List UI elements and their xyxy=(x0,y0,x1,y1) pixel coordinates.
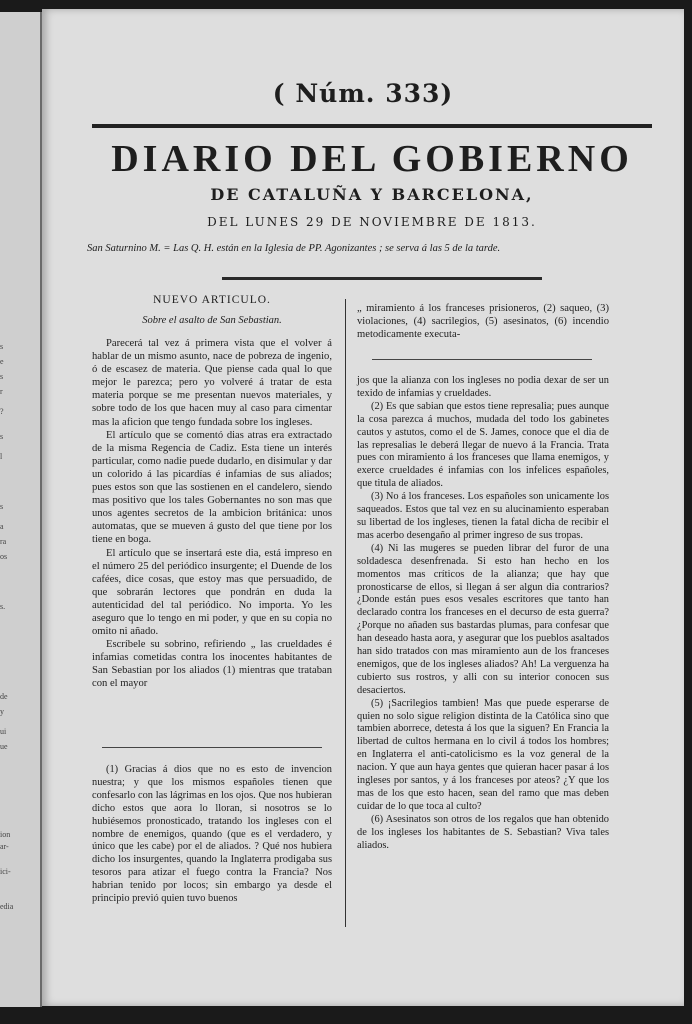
left-page-fragment: s xyxy=(0,502,4,511)
newspaper-title: DIARIO DEL GOBIERNO xyxy=(111,138,633,180)
left-page-fragment: edia xyxy=(0,902,14,911)
paragraph: Parecerá tal vez á primera vista que el volver á hablar de un mismo asunto, nace de pobreza de ingenio, ó de escasez de materia. Que piense cada qual lo que mejor le parezca; pero yo volveré á tratar de esta materia porque se me presentan nuevos materiales, y sobre todo de los que hacen muy al caso para cimentar mas la aficion que tengo fundada sobre los ingleses. xyxy=(92,338,332,428)
header-rule xyxy=(92,124,652,128)
issue-number: ( Núm. 333) xyxy=(272,79,454,108)
left-page-fragment: r xyxy=(0,387,3,396)
paragraph: Escríbele su sobrino, refiriendo „ las crueldades é infamias cometidas contra los inocentes habitantes de San Sebastian por los aliados (1) mientras que trataban con el mayor xyxy=(92,639,332,690)
footnote: jos que la alianza con los ingleses no podia dexar de ser un texido de infamias y crueldades. xyxy=(357,375,609,399)
footnote-rule xyxy=(102,747,322,748)
left-page-fragment: ion xyxy=(0,830,11,839)
adjacent-page-edge xyxy=(0,12,42,1007)
footnote: (6) Asesinatos son otros de los regalos que han obtenido de los ingleses los habitantes de S. Sebastian? Viva tales aliados. xyxy=(357,813,609,851)
paragraph: „ miramiento á los franceses prisioneros, (2) saqueo, (3) violaciones, (4) sacrilegios, (5) asesinatos, (6) incendio metodicamente executa- xyxy=(357,303,609,341)
footnote-rule-right xyxy=(372,359,592,360)
left-page-fragment: l xyxy=(0,452,3,461)
right-column-top xyxy=(357,302,609,341)
left-page-fragment: s xyxy=(0,372,4,381)
column-divider xyxy=(345,299,346,927)
article-subheading: Sobre el asalto de San Sebastian. xyxy=(142,315,282,326)
left-page-fragment: s xyxy=(0,342,4,351)
left-page-fragment: ar- xyxy=(0,842,9,851)
left-page-fragment: ra xyxy=(0,537,7,546)
left-page-fragment: os xyxy=(0,552,8,561)
newspaper-subtitle: DE CATALUÑA Y BARCELONA, xyxy=(210,185,534,204)
left-page-fragment: e xyxy=(0,357,4,366)
paragraph: El artículo que se comentó dias atras era extractado de la misma Regencia de Cadiz. Esta tiene un interés particular, como nadie puede dudarlo, en disimular y dar un colorido á las picardías é infamias de sus aliados; pues estos son que las sostienen en el candelero, siendo mas positivo que los tales Gobernantes no son mas que unos agentes secretos de la ambicion británica: unos automatas, que se mueven á gusto del que tiene por los tiene en boga. xyxy=(92,429,332,546)
left-page-fragment: y xyxy=(0,707,4,716)
left-page-fragment: s. xyxy=(0,602,6,611)
issue-date: DEL LUNES 29 DE NOVIEMBRE DE 1813. xyxy=(207,215,537,229)
left-footnote xyxy=(92,764,332,906)
article-heading: NUEVO ARTICULO. xyxy=(153,294,271,306)
left-column-body xyxy=(92,337,332,691)
footnote: (2) Es que sabian que estos tiene represalia; pues aunque la cosa parezca á muchos, mudada del todo los gabinetes cautos y astutos, como el de S. James, conoce que el dia de las represalias le deberá llegar de nuevo á la Francia. Trata pues con miramiento á los franceses que llama enemigos, y exerce crueldades é infamias con los infelices españoles, que titula de aliados. xyxy=(357,400,609,490)
saint-notice: San Saturnino M. = Las Q. H. están en la Iglesia de PP. Agonizantes ; se serva á las 5 de la tarde. xyxy=(87,243,501,254)
left-page-fragment: a xyxy=(0,522,4,531)
footnote: (1) Gracias á dios que no es esto de invencion nuestra; y que los mismos españoles tienen que confesarlo con las lágrimas en los ojos. Que nos hubieran dicho estos que aora lo lloran, si nosotros se lo hubiésemos pronosticado, tratando los ingleses con el nombre de enemigos, quando (que es el verdadero, y único que les cabe) por el de aliados. ? Qué nos hubiera dicho los insurgentes, quando la Inglaterra prodigaba sus tesoros para atizar el fuego contra la Francia? Nos habrian tenido por locos; sin embargo ya desde el principio previó quien tuvo buenos xyxy=(92,764,332,905)
left-page-fragment: ui xyxy=(0,727,7,736)
left-page-fragment: s xyxy=(0,432,4,441)
footnote: (5) ¡Sacrilegios tambien! Mas que puede esperarse de quien no solo sigue religion distinta de la Católica sino que tambien aborrece, detesta á los que la siguen? En Francia la libertad de cultos hermana en lo civil á todos los hombres; en Inglaterra el anti-catolicismo es la voz general de la nacion. Y que aun haya gentes que quieran hacer pasar á los ingleses por santos, y á los franceses por ateos? ¿Y que los mas de los que esto hacen, sean del ramo que mas deben cuidar de lo que toca al culto? xyxy=(357,697,609,812)
footnote: (3) No á los franceses. Los españoles son unicamente los saqueados. Estos que tal vez en su alucinamiento esperaban su libertad de los ingleses, tienen la fatal dicha de recibir el mas acerbo desengaño al primer ingreso de sus tropas. xyxy=(357,491,609,541)
left-page-fragment: ue xyxy=(0,742,8,751)
paragraph: El artículo que se insertará este dia, está impreso en el número 25 del periódico insurgente; el Duende de los cafées, dice cosas, que estoy mas que persuadido, de que sobrarán lectores que pondrán en duda la autenticidad del tal periódico. No importa. Yo les aseguro que lo tengo en mi poder, y que en su copia no omito ni añado. xyxy=(92,547,332,638)
right-footnotes xyxy=(357,375,609,853)
section-rule xyxy=(222,277,542,280)
newspaper-page xyxy=(42,9,684,1006)
footnote: (4) Ni las mugeres se pueden librar del furor de una soldadesca desenfrenada. Si esto han hecho en los momentos mas críticos de la alianza; que hay que pronosticarse de ellos, si llegan á ser algun dia contrarios? ¿Donde están pues esos vesales escritores que tanto han declarado contra los franceses en el decurso de esta guerra? ¿Porque no añaden sus bastardas plumas, para confesar que han deseado hasta aora, y asegurar que los pueblos asaltados han sido tratados con mas miramiento aun de los franceses enemigos, que de los ingleses aliados? Ah! La verguenza ha cubierto sus rostros, y alli con su interior conocen sus desaciertos. xyxy=(357,542,609,696)
left-page-fragment: ? xyxy=(0,407,4,416)
left-page-fragment: ici- xyxy=(0,867,11,876)
left-page-fragment: de xyxy=(0,692,8,701)
